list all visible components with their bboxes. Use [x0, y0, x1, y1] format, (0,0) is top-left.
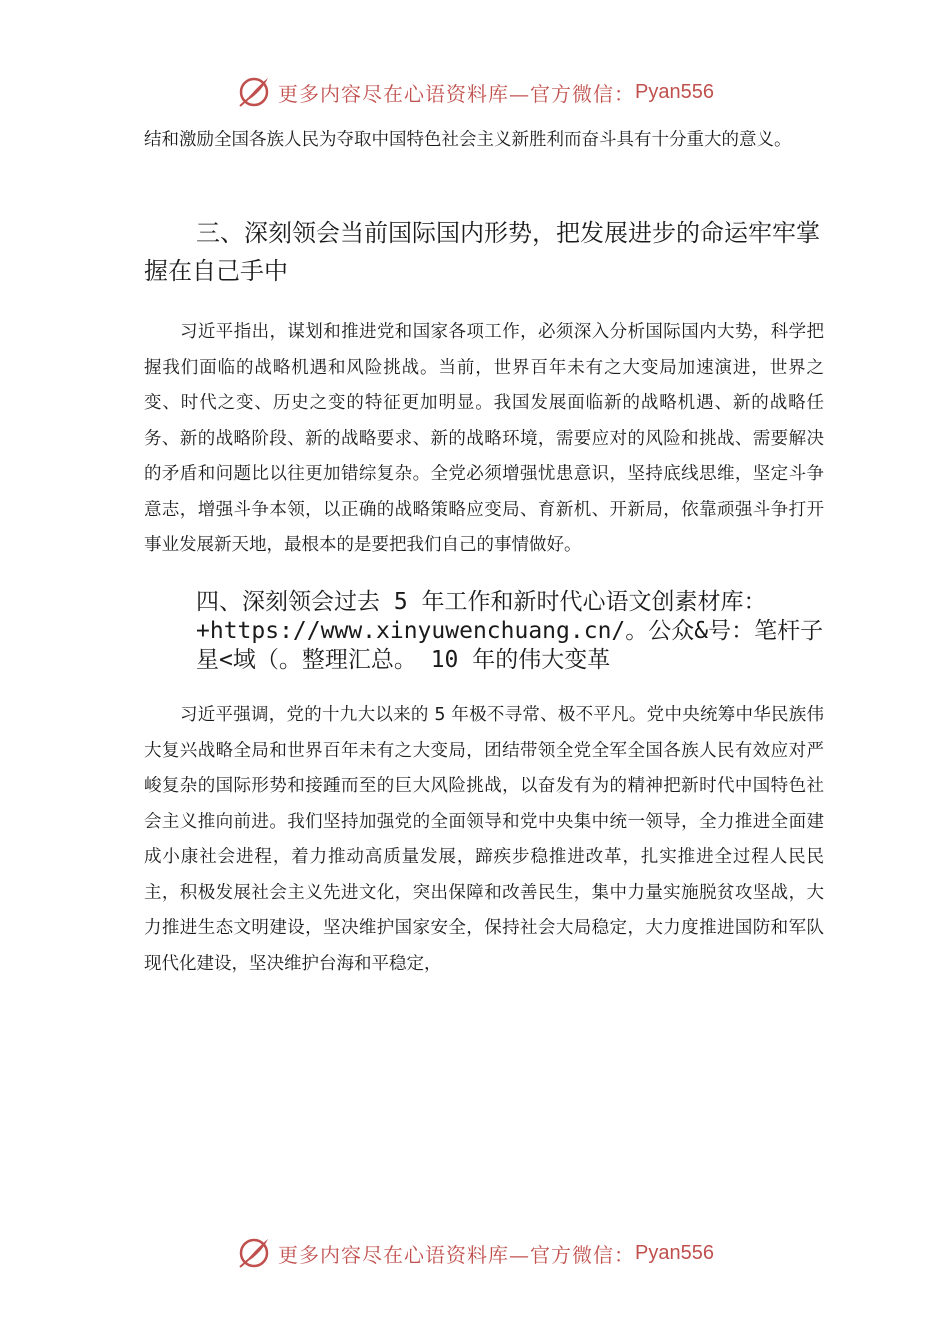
paragraph-continued: 结和激励全国各族人民为夺取中国特色社会主义新胜利而奋斗具有十分重大的意义。 — [144, 130, 792, 150]
section-heading-3: 三、深刻领会当前国际国内形势，把发展进步的命运牢牢掌握在自己手中 — [144, 219, 820, 285]
paragraph-section-3: 习近平指出，谋划和推进党和国家各项工作，必须深入分析国际国内大势，科学把握我们面临的战略机遇和风险挑战。当前，世界百年未有之大变局加速演进，世界之变、时代之变、历史之变的特征更加明显。我国发展面临新的战略机遇、新的战略任务、新的战略阶段、新的战略要求、新的战略环境，需要应对的风险和挑战、需要解决的矛盾和问题比以往更加错综复杂。全党必须增强忧患意识，坚持底线思维，坚定斗争意志，增强斗争本领，以正确的战略策略应变局、育新机、开新局，依靠顽强斗争打开事业发展新天地，最根本的是要把我们自己的事情做好。 — [144, 322, 824, 555]
banner-text: 更多内容尽在心语资料库—官方微信： — [278, 81, 636, 106]
paragraph-section-4: 习近平强调，党的十九大以来的 5 年极不寻常、极不平凡。党中央统筹中华民族伟大复兴战略全局和世界百年未有之大变局，团结带领全党全军全国各族人民有效应对严峻复杂的国际形势和接踵而至的巨大风险挑战，以奋发有为的精神把新时代中国特色社会主义推向前进。我们坚持加强党的全面领导和党中央集中统一领导，全力推进全面建成小康社会进程，着力推动高质量发展，蹄疾步稳推进改革，扎实推进全过程人民民主，积极发展社会主义先进文化，突出保障和改善民生，集中力量实施脱贫攻坚战，大力推进生态文明建设，坚决维护国家安全，保持社会大局稳定，大力度推进国防和军队现代化建设，坚决维护台海和平稳定， — [144, 705, 824, 974]
banner-wechat-id: Pyan556 — [635, 1241, 714, 1264]
footer-watermark-banner — [0, 1233, 950, 1273]
header-watermark-banner — [0, 72, 950, 112]
banner-wechat-id: Pyan556 — [635, 80, 714, 103]
banner-text: 更多内容尽在心语资料库—官方微信： — [278, 1242, 636, 1267]
quill-logo-icon — [236, 1235, 272, 1271]
section-heading-4: 四、深刻领会过去 5 年工作和新时代心语文创素材库：+https://www.xinyuwenchuang.cn/。公众&号：笔杆子星<域（。整理汇总。 10 年的伟大变革 — [196, 589, 824, 673]
quill-logo-icon — [236, 74, 272, 110]
